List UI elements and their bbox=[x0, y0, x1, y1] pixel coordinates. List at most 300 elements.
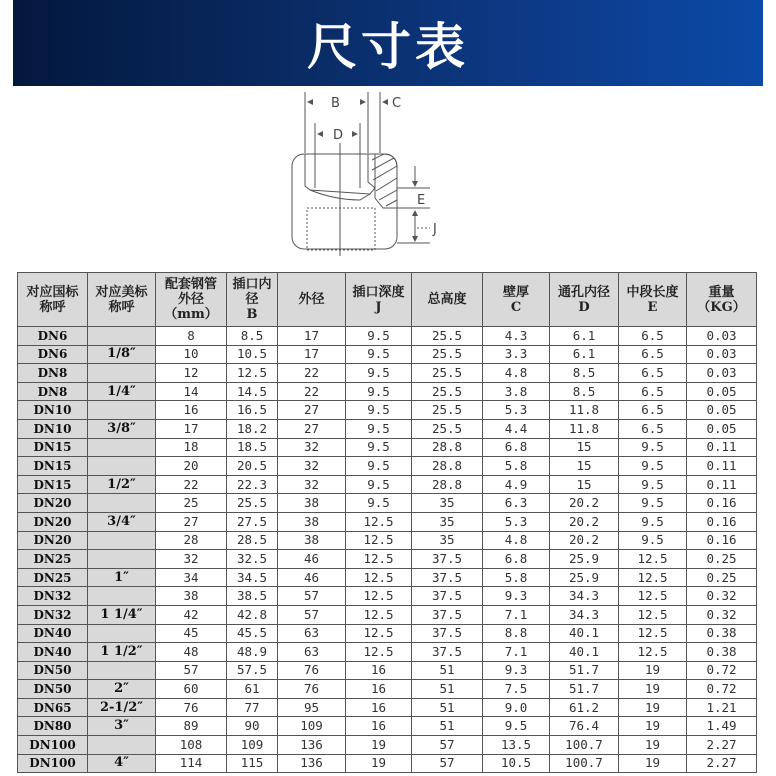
header-mid-length-e bbox=[619, 273, 687, 327]
cell-mid-length-e: 9.5 bbox=[619, 531, 687, 550]
table-row bbox=[18, 382, 757, 401]
cell-socket-depth-j: 9.5 bbox=[346, 438, 412, 457]
cell-wall-thickness-c: 5.3 bbox=[483, 401, 550, 420]
cell-outer-diameter: 38 bbox=[278, 494, 346, 513]
cell-bore-d: 34.3 bbox=[550, 587, 619, 606]
header-gb-name bbox=[18, 273, 88, 327]
header-text: 外径 bbox=[177, 292, 204, 307]
cell-weight-kg: 2.27 bbox=[687, 754, 757, 773]
cell-socket-depth-j: 12.5 bbox=[346, 587, 412, 606]
cell-outer-diameter: 38 bbox=[278, 531, 346, 550]
cell-wall-thickness-c: 13.5 bbox=[483, 736, 550, 755]
cell-outer-diameter: 46 bbox=[278, 568, 346, 587]
cell-pipe-od: 76 bbox=[156, 698, 227, 717]
header-text: 对应美标 bbox=[95, 284, 148, 300]
cell-ansi-name: 2″ bbox=[88, 680, 156, 699]
table-row bbox=[18, 643, 757, 662]
cell-bore-d: 61.2 bbox=[550, 698, 619, 717]
header-text: 壁厚 bbox=[502, 284, 529, 300]
cell-mid-length-e: 19 bbox=[619, 661, 687, 680]
cell-outer-diameter: 57 bbox=[278, 605, 346, 624]
cell-gb-name: DN32 bbox=[18, 587, 88, 606]
cell-ansi-name: 1″ bbox=[88, 568, 156, 587]
cell-socket-bore-b: 57.5 bbox=[227, 661, 278, 680]
cell-weight-kg: 0.05 bbox=[687, 401, 757, 420]
cell-gb-name: DN10 bbox=[18, 419, 88, 438]
cell-bore-d: 6.1 bbox=[550, 345, 619, 364]
cell-total-height: 37.5 bbox=[412, 643, 483, 662]
cell-wall-thickness-c: 6.8 bbox=[483, 438, 550, 457]
cell-wall-thickness-c: 9.3 bbox=[483, 587, 550, 606]
header-text: E bbox=[647, 299, 658, 315]
cell-socket-bore-b: 16.5 bbox=[227, 401, 278, 420]
cell-socket-bore-b: 12.5 bbox=[227, 364, 278, 383]
cell-socket-bore-b: 109 bbox=[227, 736, 278, 755]
cell-ansi-name: 4″ bbox=[88, 754, 156, 773]
cell-gb-name: DN15 bbox=[18, 475, 88, 494]
table-row bbox=[18, 754, 757, 773]
header-text: 通孔内径 bbox=[557, 284, 610, 300]
cell-mid-length-e: 19 bbox=[619, 754, 687, 773]
header-text: 插口内 bbox=[232, 277, 272, 292]
cell-total-height: 25.5 bbox=[412, 364, 483, 383]
cell-ansi-name bbox=[88, 550, 156, 569]
cell-mid-length-e: 9.5 bbox=[619, 475, 687, 494]
cell-total-height: 28.8 bbox=[412, 475, 483, 494]
table-row bbox=[18, 494, 757, 513]
cell-socket-depth-j: 9.5 bbox=[346, 364, 412, 383]
cell-weight-kg: 0.11 bbox=[687, 475, 757, 494]
cell-mid-length-e: 12.5 bbox=[619, 568, 687, 587]
cell-weight-kg: 0.03 bbox=[687, 327, 757, 346]
header-text: 外径 bbox=[298, 292, 325, 307]
cell-ansi-name: 3″ bbox=[88, 717, 156, 736]
cell-total-height: 25.5 bbox=[412, 401, 483, 420]
header-text: 称呼 bbox=[108, 299, 135, 315]
cell-socket-depth-j: 9.5 bbox=[346, 457, 412, 476]
cell-gb-name: DN10 bbox=[18, 401, 88, 420]
cell-total-height: 28.8 bbox=[412, 438, 483, 457]
header-text: C bbox=[510, 299, 522, 315]
size-table bbox=[17, 272, 757, 773]
cell-total-height: 37.5 bbox=[412, 605, 483, 624]
header-socket-bore-b bbox=[227, 273, 278, 327]
cell-weight-kg: 0.03 bbox=[687, 364, 757, 383]
cell-total-height: 37.5 bbox=[412, 550, 483, 569]
cell-total-height: 51 bbox=[412, 661, 483, 680]
cell-mid-length-e: 6.5 bbox=[619, 419, 687, 438]
cell-outer-diameter: 63 bbox=[278, 643, 346, 662]
cell-ansi-name bbox=[88, 661, 156, 680]
cell-outer-diameter: 76 bbox=[278, 680, 346, 699]
header-text: 插口深度 bbox=[352, 284, 405, 300]
cell-outer-diameter: 22 bbox=[278, 364, 346, 383]
cell-socket-bore-b: 22.3 bbox=[227, 475, 278, 494]
cell-ansi-name bbox=[88, 494, 156, 513]
cell-pipe-od: 10 bbox=[156, 345, 227, 364]
table-row bbox=[18, 587, 757, 606]
header-outer-diameter bbox=[278, 273, 346, 327]
cell-bore-d: 15 bbox=[550, 457, 619, 476]
header-bore-d bbox=[550, 273, 619, 327]
cell-wall-thickness-c: 7.5 bbox=[483, 680, 550, 699]
cell-mid-length-e: 9.5 bbox=[619, 438, 687, 457]
cell-outer-diameter: 57 bbox=[278, 587, 346, 606]
cell-gb-name: DN100 bbox=[18, 754, 88, 773]
dimension-diagram bbox=[280, 88, 460, 258]
cell-bore-d: 11.8 bbox=[550, 401, 619, 420]
cell-total-height: 37.5 bbox=[412, 587, 483, 606]
cell-ansi-name bbox=[88, 457, 156, 476]
cell-socket-bore-b: 90 bbox=[227, 717, 278, 736]
cell-ansi-name bbox=[88, 364, 156, 383]
cell-socket-bore-b: 27.5 bbox=[227, 512, 278, 531]
table-row bbox=[18, 475, 757, 494]
cell-mid-length-e: 19 bbox=[619, 680, 687, 699]
cell-weight-kg: 0.05 bbox=[687, 419, 757, 438]
cell-pipe-od: 18 bbox=[156, 438, 227, 457]
cell-gb-name: DN80 bbox=[18, 717, 88, 736]
cell-ansi-name: 1/8″ bbox=[88, 345, 156, 364]
cell-total-height: 35 bbox=[412, 531, 483, 550]
header-text: D bbox=[578, 299, 590, 315]
cell-socket-bore-b: 14.5 bbox=[227, 382, 278, 401]
cell-total-height: 25.5 bbox=[412, 419, 483, 438]
cell-gb-name: DN25 bbox=[18, 568, 88, 587]
cell-socket-bore-b: 28.5 bbox=[227, 531, 278, 550]
cell-mid-length-e: 9.5 bbox=[619, 494, 687, 513]
cell-pipe-od: 25 bbox=[156, 494, 227, 513]
cell-socket-depth-j: 9.5 bbox=[346, 345, 412, 364]
cell-weight-kg: 0.11 bbox=[687, 438, 757, 457]
cell-outer-diameter: 38 bbox=[278, 512, 346, 531]
cell-weight-kg: 0.38 bbox=[687, 624, 757, 643]
cell-socket-depth-j: 9.5 bbox=[346, 494, 412, 513]
cell-pipe-od: 48 bbox=[156, 643, 227, 662]
cell-wall-thickness-c: 6.3 bbox=[483, 494, 550, 513]
cell-gb-name: DN20 bbox=[18, 494, 88, 513]
cell-pipe-od: 20 bbox=[156, 457, 227, 476]
cell-socket-depth-j: 12.5 bbox=[346, 512, 412, 531]
cell-total-height: 51 bbox=[412, 680, 483, 699]
cell-gb-name: DN20 bbox=[18, 512, 88, 531]
label-e: E bbox=[417, 193, 426, 208]
cell-wall-thickness-c: 3.3 bbox=[483, 345, 550, 364]
cell-bore-d: 100.7 bbox=[550, 736, 619, 755]
header-weight-kg bbox=[687, 273, 757, 327]
header-total-height bbox=[412, 273, 483, 327]
cell-socket-depth-j: 16 bbox=[346, 661, 412, 680]
cell-bore-d: 76.4 bbox=[550, 717, 619, 736]
cell-socket-bore-b: 18.2 bbox=[227, 419, 278, 438]
cell-ansi-name bbox=[88, 327, 156, 346]
cell-pipe-od: 60 bbox=[156, 680, 227, 699]
cell-mid-length-e: 9.5 bbox=[619, 512, 687, 531]
table-row bbox=[18, 624, 757, 643]
cell-wall-thickness-c: 4.8 bbox=[483, 531, 550, 550]
cell-total-height: 25.5 bbox=[412, 382, 483, 401]
cell-outer-diameter: 27 bbox=[278, 401, 346, 420]
cell-gb-name: DN40 bbox=[18, 624, 88, 643]
cell-total-height: 35 bbox=[412, 512, 483, 531]
header-text: 称呼 bbox=[39, 299, 66, 315]
cell-wall-thickness-c: 9.0 bbox=[483, 698, 550, 717]
cell-weight-kg: 0.05 bbox=[687, 382, 757, 401]
cell-wall-thickness-c: 9.5 bbox=[483, 717, 550, 736]
cell-bore-d: 15 bbox=[550, 438, 619, 457]
cell-gb-name: DN65 bbox=[18, 698, 88, 717]
cell-total-height: 57 bbox=[412, 736, 483, 755]
cell-pipe-od: 45 bbox=[156, 624, 227, 643]
cell-outer-diameter: 17 bbox=[278, 345, 346, 364]
cell-wall-thickness-c: 4.3 bbox=[483, 327, 550, 346]
cell-socket-depth-j: 19 bbox=[346, 736, 412, 755]
header-socket-depth-j bbox=[346, 273, 412, 327]
cell-socket-depth-j: 16 bbox=[346, 698, 412, 717]
cell-gb-name: DN6 bbox=[18, 327, 88, 346]
cell-bore-d: 40.1 bbox=[550, 643, 619, 662]
table-row bbox=[18, 345, 757, 364]
cell-total-height: 37.5 bbox=[412, 624, 483, 643]
cell-weight-kg: 0.38 bbox=[687, 643, 757, 662]
cell-socket-bore-b: 18.5 bbox=[227, 438, 278, 457]
cell-total-height: 51 bbox=[412, 717, 483, 736]
cell-ansi-name: 2-1/2″ bbox=[88, 698, 156, 717]
cell-weight-kg: 0.32 bbox=[687, 605, 757, 624]
table-row bbox=[18, 419, 757, 438]
cell-weight-kg: 0.72 bbox=[687, 680, 757, 699]
cell-pipe-od: 28 bbox=[156, 531, 227, 550]
cell-ansi-name bbox=[88, 587, 156, 606]
header-text: 对应国标 bbox=[26, 284, 79, 300]
cell-ansi-name bbox=[88, 624, 156, 643]
cell-mid-length-e: 9.5 bbox=[619, 457, 687, 476]
cell-bore-d: 51.7 bbox=[550, 661, 619, 680]
cell-bore-d: 11.8 bbox=[550, 419, 619, 438]
table-row bbox=[18, 605, 757, 624]
cell-socket-depth-j: 19 bbox=[346, 754, 412, 773]
cell-pipe-od: 12 bbox=[156, 364, 227, 383]
cell-pipe-od: 89 bbox=[156, 717, 227, 736]
cell-weight-kg: 0.25 bbox=[687, 550, 757, 569]
cell-socket-depth-j: 9.5 bbox=[346, 327, 412, 346]
table-row bbox=[18, 512, 757, 531]
cell-outer-diameter: 32 bbox=[278, 457, 346, 476]
label-d: D bbox=[333, 128, 344, 143]
cell-socket-depth-j: 9.5 bbox=[346, 475, 412, 494]
cell-socket-bore-b: 34.5 bbox=[227, 568, 278, 587]
cell-ansi-name: 3/8″ bbox=[88, 419, 156, 438]
cell-wall-thickness-c: 5.8 bbox=[483, 568, 550, 587]
cell-socket-bore-b: 38.5 bbox=[227, 587, 278, 606]
cell-total-height: 28.8 bbox=[412, 457, 483, 476]
cell-socket-bore-b: 20.5 bbox=[227, 457, 278, 476]
cell-socket-bore-b: 32.5 bbox=[227, 550, 278, 569]
header-text: 径 bbox=[245, 292, 259, 307]
cell-mid-length-e: 12.5 bbox=[619, 624, 687, 643]
cell-weight-kg: 0.72 bbox=[687, 661, 757, 680]
cell-mid-length-e: 12.5 bbox=[619, 605, 687, 624]
cell-pipe-od: 22 bbox=[156, 475, 227, 494]
cell-mid-length-e: 6.5 bbox=[619, 401, 687, 420]
cell-pipe-od: 8 bbox=[156, 327, 227, 346]
cell-wall-thickness-c: 7.1 bbox=[483, 605, 550, 624]
cell-bore-d: 51.7 bbox=[550, 680, 619, 699]
label-b: B bbox=[331, 96, 340, 111]
cell-total-height: 57 bbox=[412, 754, 483, 773]
cell-outer-diameter: 46 bbox=[278, 550, 346, 569]
cell-outer-diameter: 63 bbox=[278, 624, 346, 643]
cell-socket-depth-j: 12.5 bbox=[346, 550, 412, 569]
table-row bbox=[18, 698, 757, 717]
cell-bore-d: 20.2 bbox=[550, 531, 619, 550]
cell-mid-length-e: 19 bbox=[619, 717, 687, 736]
cell-pipe-od: 114 bbox=[156, 754, 227, 773]
cell-outer-diameter: 27 bbox=[278, 419, 346, 438]
table-row bbox=[18, 401, 757, 420]
cell-total-height: 51 bbox=[412, 698, 483, 717]
label-j: J bbox=[433, 222, 437, 237]
cell-total-height: 25.5 bbox=[412, 327, 483, 346]
cell-bore-d: 6.1 bbox=[550, 327, 619, 346]
cell-pipe-od: 38 bbox=[156, 587, 227, 606]
cell-socket-bore-b: 45.5 bbox=[227, 624, 278, 643]
title-banner bbox=[13, 0, 763, 86]
cell-wall-thickness-c: 9.3 bbox=[483, 661, 550, 680]
cell-socket-depth-j: 12.5 bbox=[346, 568, 412, 587]
cell-gb-name: DN8 bbox=[18, 364, 88, 383]
table-row bbox=[18, 568, 757, 587]
cell-ansi-name bbox=[88, 736, 156, 755]
cell-gb-name: DN25 bbox=[18, 550, 88, 569]
header-text: 配套钢管 bbox=[164, 277, 217, 292]
cell-ansi-name: 1/4″ bbox=[88, 382, 156, 401]
cell-pipe-od: 16 bbox=[156, 401, 227, 420]
cell-socket-depth-j: 9.5 bbox=[346, 419, 412, 438]
table-row bbox=[18, 364, 757, 383]
header-ansi-name bbox=[88, 273, 156, 327]
cell-outer-diameter: 17 bbox=[278, 327, 346, 346]
cell-ansi-name: 1/2″ bbox=[88, 475, 156, 494]
cell-socket-bore-b: 115 bbox=[227, 754, 278, 773]
cell-weight-kg: 0.25 bbox=[687, 568, 757, 587]
cell-wall-thickness-c: 10.5 bbox=[483, 754, 550, 773]
cell-socket-bore-b: 25.5 bbox=[227, 494, 278, 513]
table-row bbox=[18, 327, 757, 346]
cell-weight-kg: 0.11 bbox=[687, 457, 757, 476]
cell-socket-depth-j: 12.5 bbox=[346, 643, 412, 662]
table-row bbox=[18, 661, 757, 680]
cell-socket-bore-b: 61 bbox=[227, 680, 278, 699]
header-text: J bbox=[375, 299, 382, 315]
cell-wall-thickness-c: 3.8 bbox=[483, 382, 550, 401]
cell-weight-kg: 2.27 bbox=[687, 736, 757, 755]
cell-socket-bore-b: 10.5 bbox=[227, 345, 278, 364]
cell-mid-length-e: 19 bbox=[619, 698, 687, 717]
cell-gb-name: DN32 bbox=[18, 605, 88, 624]
cell-socket-depth-j: 16 bbox=[346, 717, 412, 736]
header-text: 总高度 bbox=[427, 292, 467, 307]
cell-socket-depth-j: 12.5 bbox=[346, 624, 412, 643]
cell-wall-thickness-c: 8.8 bbox=[483, 624, 550, 643]
cell-socket-bore-b: 48.9 bbox=[227, 643, 278, 662]
cell-outer-diameter: 76 bbox=[278, 661, 346, 680]
cell-gb-name: DN15 bbox=[18, 438, 88, 457]
cell-outer-diameter: 32 bbox=[278, 475, 346, 494]
table-row bbox=[18, 457, 757, 476]
cell-pipe-od: 17 bbox=[156, 419, 227, 438]
cell-outer-diameter: 109 bbox=[278, 717, 346, 736]
cell-gb-name: DN50 bbox=[18, 680, 88, 699]
cell-mid-length-e: 6.5 bbox=[619, 327, 687, 346]
cell-socket-depth-j: 12.5 bbox=[346, 531, 412, 550]
cell-gb-name: DN100 bbox=[18, 736, 88, 755]
cell-wall-thickness-c: 5.3 bbox=[483, 512, 550, 531]
header-wall-thickness-c bbox=[483, 273, 550, 327]
cell-outer-diameter: 32 bbox=[278, 438, 346, 457]
cell-mid-length-e: 6.5 bbox=[619, 345, 687, 364]
table-row bbox=[18, 531, 757, 550]
cell-pipe-od: 57 bbox=[156, 661, 227, 680]
cell-bore-d: 25.9 bbox=[550, 550, 619, 569]
cell-wall-thickness-c: 5.8 bbox=[483, 457, 550, 476]
cell-weight-kg: 0.16 bbox=[687, 512, 757, 531]
cell-pipe-od: 34 bbox=[156, 568, 227, 587]
cell-outer-diameter: 22 bbox=[278, 382, 346, 401]
cell-ansi-name bbox=[88, 401, 156, 420]
cell-pipe-od: 32 bbox=[156, 550, 227, 569]
cell-gb-name: DN8 bbox=[18, 382, 88, 401]
header-pipe-od bbox=[156, 273, 227, 327]
cell-mid-length-e: 19 bbox=[619, 736, 687, 755]
cell-bore-d: 20.2 bbox=[550, 494, 619, 513]
cell-ansi-name: 3/4″ bbox=[88, 512, 156, 531]
cell-total-height: 37.5 bbox=[412, 568, 483, 587]
cell-wall-thickness-c: 7.1 bbox=[483, 643, 550, 662]
cell-pipe-od: 108 bbox=[156, 736, 227, 755]
header-text: （KG） bbox=[697, 299, 746, 315]
cell-socket-depth-j: 9.5 bbox=[346, 401, 412, 420]
cell-weight-kg: 1.21 bbox=[687, 698, 757, 717]
cell-socket-bore-b: 77 bbox=[227, 698, 278, 717]
cell-bore-d: 8.5 bbox=[550, 382, 619, 401]
cell-socket-depth-j: 16 bbox=[346, 680, 412, 699]
header-text: （mm） bbox=[164, 307, 218, 322]
table-row bbox=[18, 550, 757, 569]
cell-gb-name: DN50 bbox=[18, 661, 88, 680]
cell-ansi-name: 1 1/2″ bbox=[88, 643, 156, 662]
label-c: C bbox=[392, 96, 402, 111]
cell-gb-name: DN40 bbox=[18, 643, 88, 662]
table-row bbox=[18, 717, 757, 736]
cell-bore-d: 25.9 bbox=[550, 568, 619, 587]
cell-mid-length-e: 12.5 bbox=[619, 643, 687, 662]
cell-gb-name: DN20 bbox=[18, 531, 88, 550]
cell-wall-thickness-c: 4.4 bbox=[483, 419, 550, 438]
cell-bore-d: 20.2 bbox=[550, 512, 619, 531]
cell-socket-bore-b: 42.8 bbox=[227, 605, 278, 624]
cell-mid-length-e: 12.5 bbox=[619, 550, 687, 569]
cell-outer-diameter: 136 bbox=[278, 736, 346, 755]
cell-ansi-name bbox=[88, 531, 156, 550]
cell-wall-thickness-c: 4.9 bbox=[483, 475, 550, 494]
cell-gb-name: DN15 bbox=[18, 457, 88, 476]
cell-socket-depth-j: 9.5 bbox=[346, 382, 412, 401]
cell-mid-length-e: 6.5 bbox=[619, 364, 687, 383]
cell-total-height: 25.5 bbox=[412, 345, 483, 364]
cell-weight-kg: 0.32 bbox=[687, 587, 757, 606]
cell-weight-kg: 0.16 bbox=[687, 531, 757, 550]
